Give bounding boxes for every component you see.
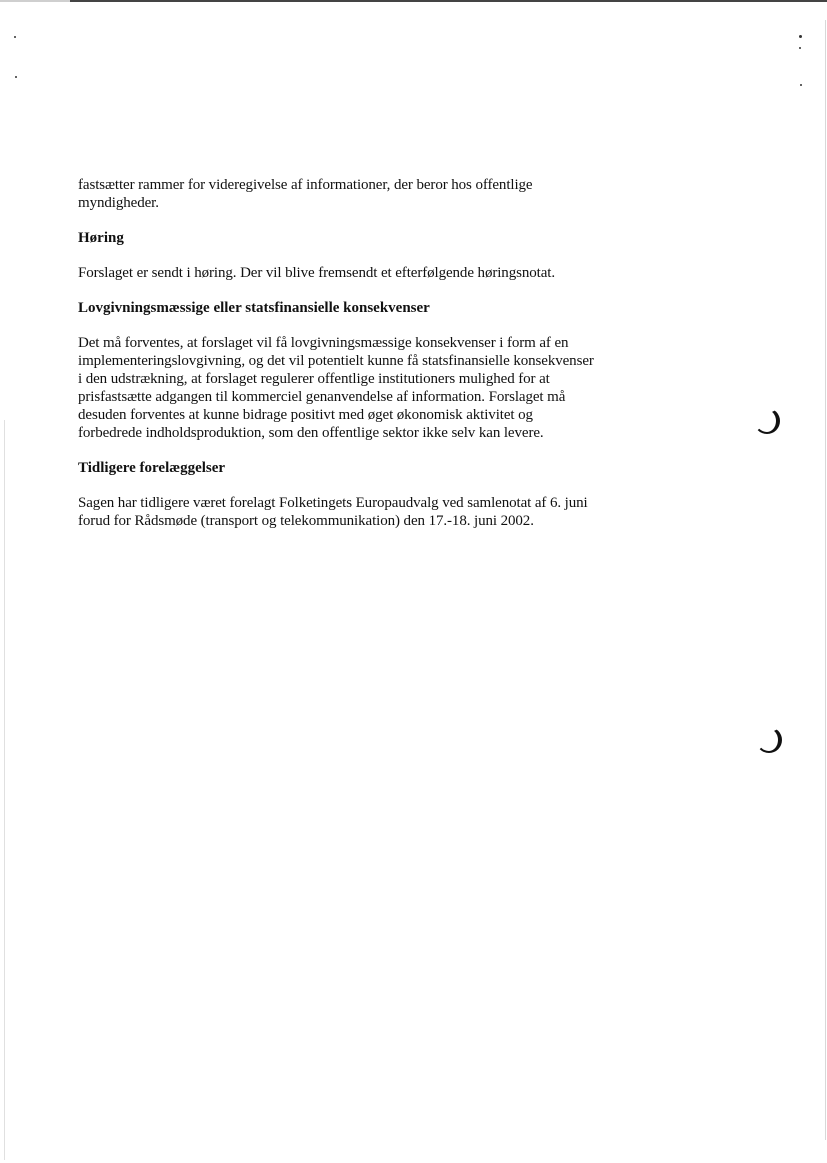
right-scan-edge: [825, 20, 826, 1140]
scan-speck: [800, 84, 802, 86]
punch-hole-mark: [754, 408, 780, 434]
scan-speck: [799, 47, 801, 49]
scan-speck: [799, 35, 802, 38]
left-scan-edge: [4, 420, 5, 1160]
section-body-konsekvenser: Det må forventes, at forslaget vil få lovgivningsmæssige konsekvenser i form af en implementeringslovgivning, og det vil potentielt kunne få statsfinansielle konsekvenser i den udstrækning, at forslaget regulerer offentlige institutioners mulighed for at prisfastsætte adgangen til kommerciel genanvendelse af information. Forslaget må desuden forventes at kunne bidrage positivt med øget økonomisk aktivitet og forbedrede indholdsproduktion, som den offentlige sektor ikke selv kan levere.: [78, 335, 594, 441]
section-heading-hoering: Høring: [78, 230, 124, 246]
section-heading-konsekvenser: Lovgivningsmæssige eller statsfinansielle konsekvenser: [78, 300, 430, 316]
top-scan-edge: [0, 0, 827, 2]
punch-hole-mark: [756, 727, 782, 753]
scan-speck: [14, 36, 16, 38]
section-heading-tidligere-forelaeggelser: Tidligere forelæggelser: [78, 460, 226, 476]
section-body-tidligere-forelaeggelser: Sagen har tidligere været forelagt Folketingets Europaudvalg ved samlenotat af 6. juni forud for Rådsmøde (transport og telekommunikation) den 17.-18. juni 2002.: [78, 495, 588, 529]
section-body-hoering: Forslaget er sendt i høring. Der vil blive fremsendt et efterfølgende høringsnotat.: [78, 265, 555, 281]
scan-speck: [15, 76, 17, 78]
intro-paragraph: fastsætter rammer for videregivelse af informationer, der beror hos offentlige myndigheder.: [78, 177, 533, 211]
document-body: [78, 176, 598, 530]
